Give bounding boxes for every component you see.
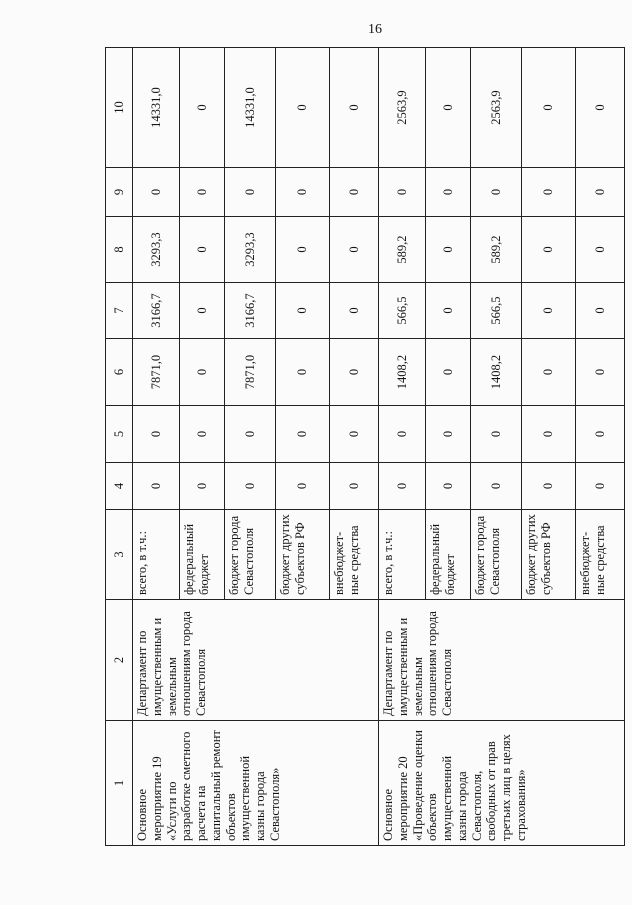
- value-cell: 0: [276, 463, 330, 510]
- value-cell: 0: [426, 283, 471, 339]
- value-cell: 0: [522, 168, 576, 217]
- value-cell: 0: [576, 283, 625, 339]
- header-cell: 5: [106, 406, 133, 463]
- table-row: [379, 48, 426, 846]
- value-cell: 0: [522, 463, 576, 510]
- value-cell: 0: [225, 168, 276, 217]
- funding-source-cell: федеральный бюджет: [426, 510, 471, 600]
- value-cell: 0: [426, 406, 471, 463]
- value-cell: 0: [330, 217, 379, 283]
- value-cell: 0: [330, 283, 379, 339]
- value-cell: 0: [180, 217, 225, 283]
- value-cell: 0: [379, 168, 426, 217]
- value-cell: 589,2: [379, 217, 426, 283]
- executor-cell: Департамент по имущественным и земельным отношениям города Севастополя: [133, 600, 379, 721]
- value-cell: 0: [522, 339, 576, 406]
- funding-source-cell: бюджет города Севастополя: [225, 510, 276, 600]
- value-cell: 0: [379, 463, 426, 510]
- value-cell: 0: [225, 406, 276, 463]
- funding-source-cell: всего, в т.ч.:: [379, 510, 426, 600]
- value-cell: 0: [133, 463, 180, 510]
- value-cell: 2563,9: [379, 48, 426, 168]
- value-cell: 0: [330, 339, 379, 406]
- header-cell: 3: [106, 510, 133, 600]
- value-cell: 0: [426, 463, 471, 510]
- funding-source-cell: федеральный бюджет: [180, 510, 225, 600]
- value-cell: 0: [180, 168, 225, 217]
- value-cell: 0: [276, 339, 330, 406]
- value-cell: 0: [276, 217, 330, 283]
- value-cell: 0: [133, 168, 180, 217]
- header-cell: 6: [106, 339, 133, 406]
- value-cell: 0: [576, 217, 625, 283]
- header-cell: 7: [106, 283, 133, 339]
- value-cell: 0: [522, 217, 576, 283]
- funding-source-cell: бюджет других субъектов РФ: [276, 510, 330, 600]
- rotated-table-container: [105, 48, 607, 846]
- value-cell: 0: [133, 406, 180, 463]
- value-cell: 0: [330, 48, 379, 168]
- value-cell: 3166,7: [133, 283, 180, 339]
- header-cell: 2: [106, 600, 133, 721]
- funding-source-cell: бюджет других субъектов РФ: [522, 510, 576, 600]
- value-cell: 0: [426, 168, 471, 217]
- value-cell: 0: [576, 339, 625, 406]
- value-cell: 0: [576, 48, 625, 168]
- activity-cell: Основное мероприятие 20 «Проведение оценки объектов имущественной казны города Севастополя, свободных от прав третьих лиц в целях страхования»: [379, 721, 625, 846]
- header-row: [106, 48, 133, 846]
- value-cell: 2563,9: [471, 48, 522, 168]
- value-cell: 0: [330, 406, 379, 463]
- table-body: [106, 48, 625, 846]
- value-cell: 0: [426, 217, 471, 283]
- header-cell: 9: [106, 168, 133, 217]
- value-cell: 1408,2: [471, 339, 522, 406]
- value-cell: 0: [180, 406, 225, 463]
- value-cell: 0: [330, 168, 379, 217]
- value-cell: 0: [330, 463, 379, 510]
- page-number: 16: [368, 22, 382, 37]
- value-cell: 0: [576, 463, 625, 510]
- value-cell: 0: [522, 48, 576, 168]
- funding-source-cell: бюджет города Севастополя: [471, 510, 522, 600]
- funding-source-cell: всего, в т.ч.:: [133, 510, 180, 600]
- header-cell: 1: [106, 721, 133, 846]
- value-cell: 14331,0: [225, 48, 276, 168]
- value-cell: 589,2: [471, 217, 522, 283]
- value-cell: 0: [426, 48, 471, 168]
- value-cell: 0: [471, 463, 522, 510]
- value-cell: 0: [471, 406, 522, 463]
- funding-source-cell: внебюджет-ные средства: [330, 510, 379, 600]
- header-cell: 10: [106, 48, 133, 168]
- value-cell: 0: [225, 463, 276, 510]
- value-cell: 0: [276, 168, 330, 217]
- value-cell: 0: [276, 48, 330, 168]
- header-cell: 4: [106, 463, 133, 510]
- budget-table: [105, 47, 625, 846]
- value-cell: 3293,3: [225, 217, 276, 283]
- value-cell: 0: [522, 406, 576, 463]
- value-cell: 566,5: [379, 283, 426, 339]
- header-cell: 8: [106, 217, 133, 283]
- value-cell: 0: [180, 339, 225, 406]
- value-cell: 0: [180, 48, 225, 168]
- value-cell: 0: [180, 463, 225, 510]
- value-cell: 0: [522, 283, 576, 339]
- value-cell: 3166,7: [225, 283, 276, 339]
- activity-cell: Основное мероприятие 19 «Услуги по разработке сметного расчета на капитальный ремонт объектов имущественной казны города Севастополя»: [133, 721, 379, 846]
- value-cell: 0: [576, 168, 625, 217]
- value-cell: 0: [276, 283, 330, 339]
- value-cell: 1408,2: [379, 339, 426, 406]
- executor-cell: Департамент по имущественным и земельным отношениям города Севастополя: [379, 600, 625, 721]
- value-cell: 3293,3: [133, 217, 180, 283]
- value-cell: 0: [379, 406, 426, 463]
- value-cell: 7871,0: [133, 339, 180, 406]
- value-cell: 0: [576, 406, 625, 463]
- funding-source-cell: внебюджет-ные средства: [576, 510, 625, 600]
- value-cell: 7871,0: [225, 339, 276, 406]
- table-row: [133, 48, 180, 846]
- value-cell: 0: [180, 283, 225, 339]
- value-cell: 0: [471, 168, 522, 217]
- value-cell: 0: [426, 339, 471, 406]
- value-cell: 566,5: [471, 283, 522, 339]
- value-cell: 0: [276, 406, 330, 463]
- value-cell: 14331,0: [133, 48, 180, 168]
